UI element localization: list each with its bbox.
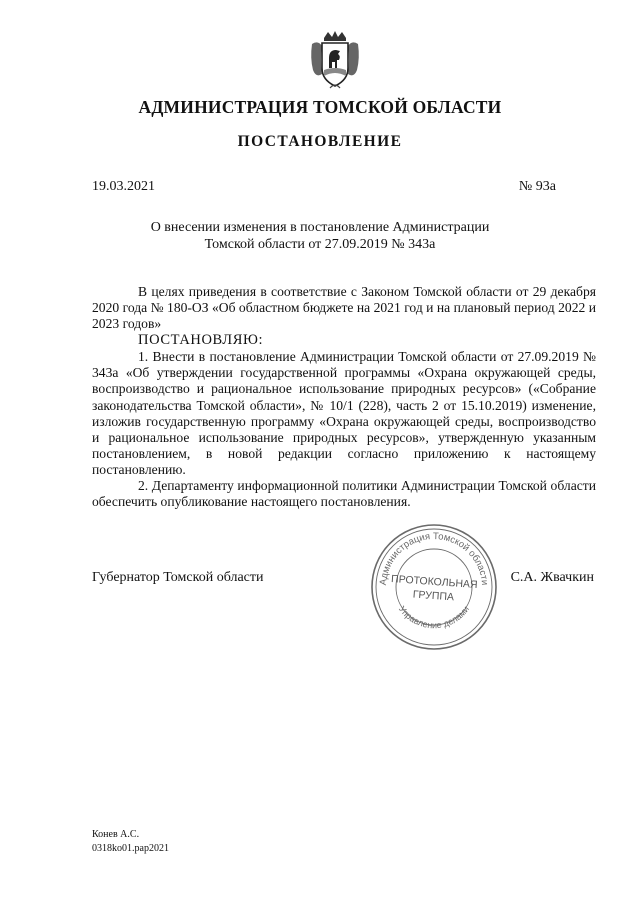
- signatory-name: С.А. Жвачкин: [510, 570, 594, 585]
- decree-item-1: 1. Внести в постановление Администрации Томской области от 27.09.2019 № 343а «Об утверждении государственной программы «Охрана окружающей среды, воспроизводство и рациональное использование природных ресурсов» («Собрание законодательства Томской области», № 10/1 (228), часть 2 от 15.10.2019) изменение, изложив государственную программу «Охрана окружающей среды, воспроизводство и рациональное использование природных ресурсов», утвержденную указанным постановлением, в новой редакции согласно приложению к настоящему постановлению.: [92, 349, 596, 477]
- decree-item-2: 2. Департаменту информационной политики Администрации Томской области обеспечить опубликование настоящего постановления.: [92, 478, 596, 510]
- stamp-ring-text: Администрация Томской области: [377, 530, 491, 586]
- official-stamp: [368, 521, 500, 653]
- decree-heading: ПОСТАНОВЛЯЮ:: [138, 332, 264, 349]
- document-footer: [92, 828, 169, 856]
- footer-author: Конев А.С.: [92, 829, 140, 840]
- document-number: № 93а: [518, 179, 556, 194]
- subject-line-2: Томской области от 27.09.2019 № 343а: [204, 237, 436, 252]
- footer-file-code: 0318ko01.pap2021: [92, 843, 169, 854]
- document-type: ПОСТАНОВЛЕНИЕ: [237, 133, 403, 150]
- signatory-title: Губернатор Томской области: [92, 570, 264, 585]
- document-body: [92, 284, 596, 510]
- document-date: 19.03.2021: [92, 179, 155, 194]
- stamp-bottom-text: Управление делами: [396, 604, 472, 631]
- subject-line-1: О внесении изменения в постановление Администрации: [150, 220, 490, 235]
- preamble-paragraph: В целях приведения в соответствие с Законом Томской области от 29 декабря 2020 года № 180-ОЗ «Об областном бюджете на 2021 год и на плановый период 2022 и 2023 годов»: [92, 284, 596, 332]
- organization-title: АДМИНИСТРАЦИЯ ТОМСКОЙ ОБЛАСТИ: [138, 97, 502, 117]
- stamp-center-line-1: ПРОТОКОЛЬНАЯ: [390, 573, 478, 592]
- stamp-center-line-2: ГРУППА: [412, 588, 455, 604]
- coat-of-arms-emblem: [310, 30, 360, 90]
- document-subject: [0, 219, 640, 253]
